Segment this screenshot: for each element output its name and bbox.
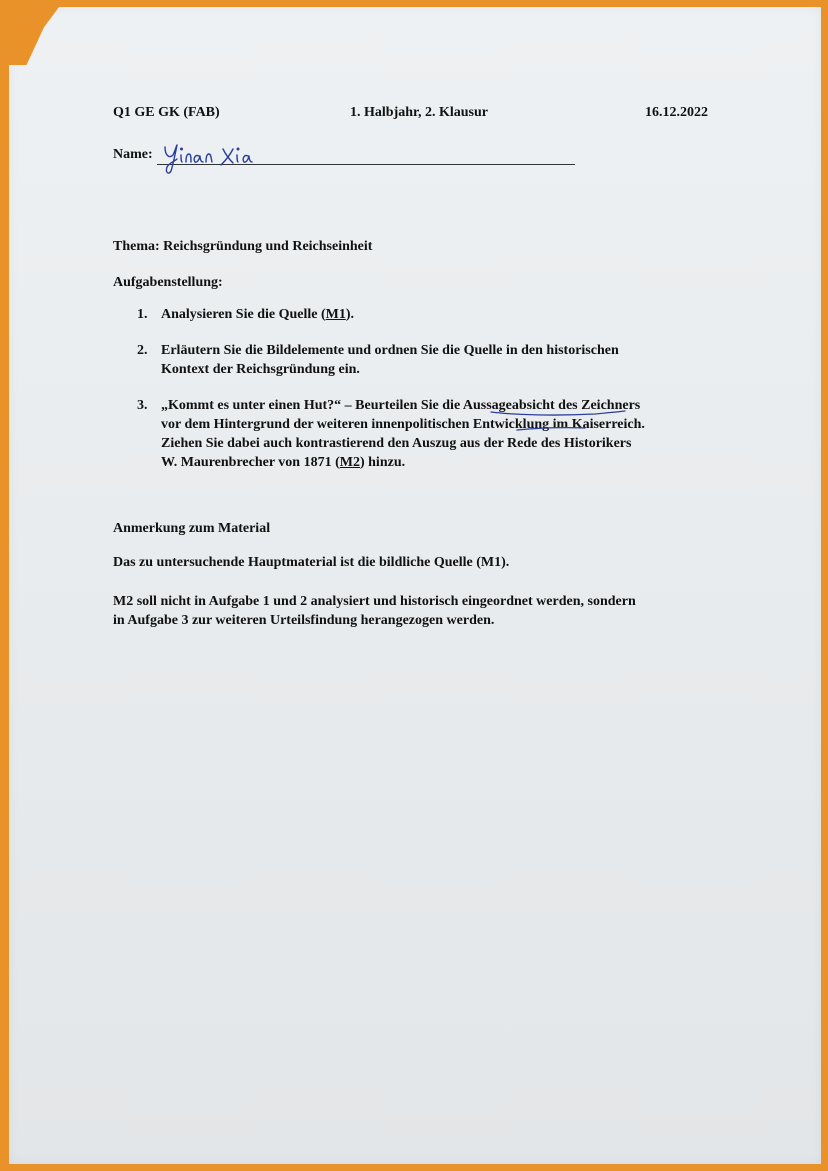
task-text: Analysieren Sie die Quelle ( [161, 307, 326, 322]
note-m2-line: M2 soll nicht in Aufgabe 1 und 2 analysiert und historisch eingeordnet werden, sondern [113, 594, 636, 609]
note-main-material: Das zu untersuchende Hauptmaterial ist die bildliche Quelle (M1). [113, 555, 510, 570]
task-item [113, 396, 753, 472]
task-text-line: „Kommt es unter einen Hut?“ – Beurteilen Sie die Aussageabsicht des Zeichners [161, 398, 641, 413]
topic: Thema: Reichsgründung und Reichseinheit [113, 239, 373, 254]
folded-corner [9, 7, 59, 65]
name-label: Name: [113, 147, 153, 162]
task-list [113, 305, 753, 489]
exam-title: 1. Halbjahr, 2. Klausur [350, 105, 488, 120]
handwritten-name [159, 137, 269, 177]
note-heading: Anmerkung zum Material [113, 521, 271, 536]
name-field [113, 143, 583, 167]
source-reference: M2 [339, 455, 360, 470]
task-text-line: Erläutern Sie die Bildelemente und ordnen Sie die Quelle in den historischen [161, 343, 619, 358]
exam-date: 16.12.2022 [645, 105, 708, 120]
task-number: 2. [137, 343, 148, 358]
exam-sheet [9, 7, 821, 1164]
task-text-line: Ziehen Sie dabei auch kontrastierend den Auszug aus der Rede des Historikers [161, 436, 632, 451]
task-number: 1. [137, 307, 148, 322]
task-number: 3. [137, 398, 148, 413]
task-item [113, 305, 753, 324]
note-m2 [113, 592, 733, 630]
task-text-line: vor dem Hintergrund der weiteren innenpolitischen Entwicklung im Kaiserreich. [161, 417, 645, 432]
task-item [113, 341, 753, 379]
tasks-heading: Aufgabenstellung: [113, 275, 223, 290]
note-m2-line: in Aufgabe 3 zur weiteren Urteilsfindung herangezogen werden. [113, 613, 495, 628]
task-text-line: Kontext der Reichsgründung ein. [161, 362, 360, 377]
task-text-segment: W. Maurenbrecher von 1871 ( [161, 455, 340, 470]
task-text-line [161, 453, 753, 472]
course-code: Q1 GE GK (FAB) [113, 105, 220, 120]
task-text-segment: ) hinzu. [359, 455, 406, 470]
source-reference: M1 [325, 307, 346, 322]
task-text-end: ). [345, 307, 355, 322]
